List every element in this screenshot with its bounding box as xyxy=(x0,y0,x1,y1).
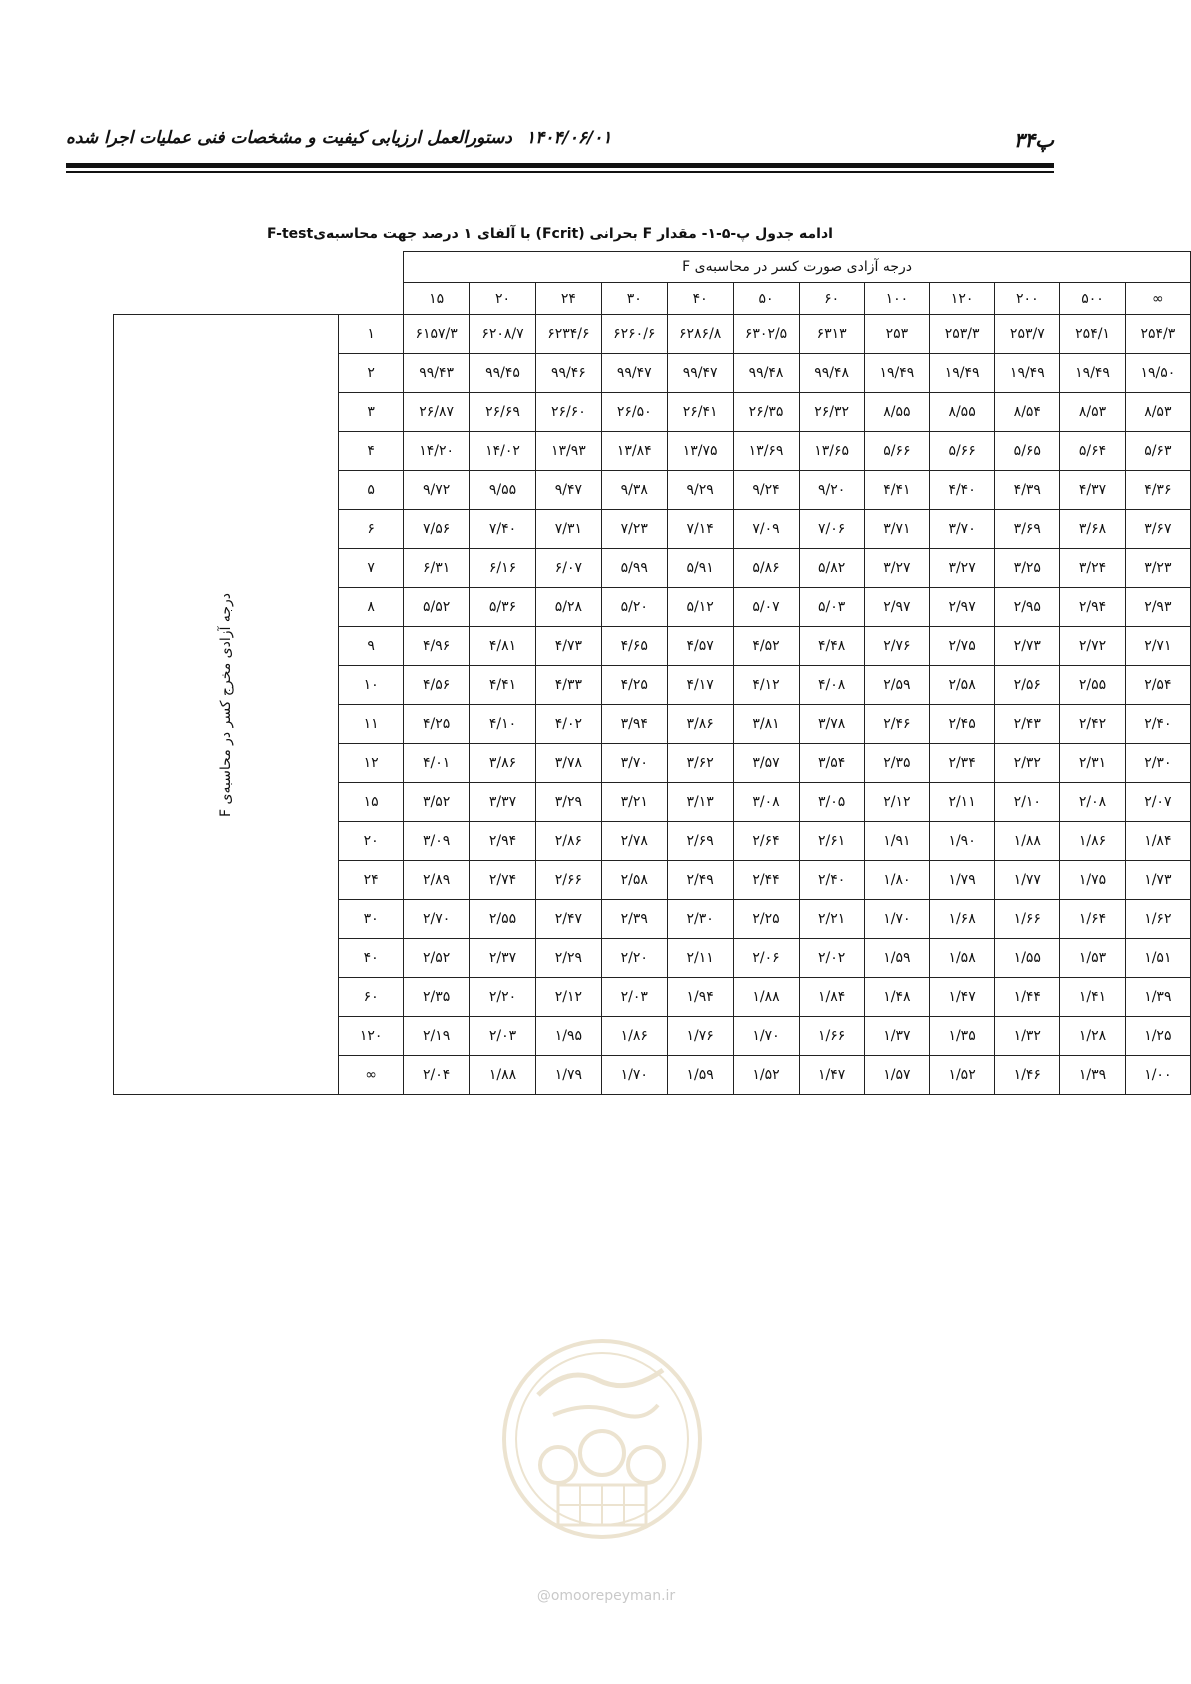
row-header-df: ۱۱ xyxy=(339,705,404,744)
f-value-cell: ۳/۲۴ xyxy=(1060,549,1125,588)
f-value-cell: ۷/۲۳ xyxy=(601,510,667,549)
f-value-cell: ۳/۶۲ xyxy=(667,744,733,783)
f-value-cell: ۴/۳۳ xyxy=(535,666,601,705)
f-value-cell: ۱/۶۶ xyxy=(995,900,1060,939)
table-header-row-1 xyxy=(114,252,1191,283)
f-value-cell: ۴/۵۲ xyxy=(733,627,799,666)
f-value-cell: ۸/۵۵ xyxy=(929,393,994,432)
f-value-cell: ۳/۲۳ xyxy=(1125,549,1190,588)
row-header-df: ۴۰ xyxy=(339,939,404,978)
f-value-cell: ۴/۸۱ xyxy=(470,627,536,666)
f-value-cell: ۱/۸۸ xyxy=(470,1056,536,1095)
f-value-cell: ۲۶/۳۲ xyxy=(799,393,864,432)
column-header-df: ۵۰ xyxy=(733,283,799,315)
column-header-df: ۱۵ xyxy=(404,283,470,315)
f-value-cell: ۲/۰۷ xyxy=(1125,783,1190,822)
row-header-df: ۲۴ xyxy=(339,861,404,900)
row-header-df: ۲۰ xyxy=(339,822,404,861)
f-value-cell: ۲/۷۱ xyxy=(1125,627,1190,666)
f-value-cell: ۴/۲۵ xyxy=(404,705,470,744)
f-value-cell: ۲/۷۳ xyxy=(995,627,1060,666)
f-value-cell: ۴/۰۱ xyxy=(404,744,470,783)
f-value-cell: ۷/۵۶ xyxy=(404,510,470,549)
f-value-cell: ۵/۲۸ xyxy=(535,588,601,627)
f-value-cell: ۴/۳۶ xyxy=(1125,471,1190,510)
row-header-df: ۴ xyxy=(339,432,404,471)
f-value-cell: ۲/۷۵ xyxy=(929,627,994,666)
f-value-cell: ۶۳۱۳ xyxy=(799,315,864,354)
f-value-cell: ۱/۷۵ xyxy=(1060,861,1125,900)
f-value-cell: ۲/۵۵ xyxy=(470,900,536,939)
f-value-cell: ۳/۵۴ xyxy=(799,744,864,783)
f-value-cell: ۲/۶۶ xyxy=(535,861,601,900)
f-value-cell: ۱۴/۲۰ xyxy=(404,432,470,471)
f-value-cell: ۲۶/۶۰ xyxy=(535,393,601,432)
f-value-cell: ۱/۵۳ xyxy=(1060,939,1125,978)
f-value-cell: ۲/۲۰ xyxy=(601,939,667,978)
f-value-cell: ۱/۴۷ xyxy=(929,978,994,1017)
f-value-cell: ۳/۰۹ xyxy=(404,822,470,861)
f-value-cell: ۱/۹۱ xyxy=(864,822,929,861)
f-value-cell: ۵/۲۰ xyxy=(601,588,667,627)
f-value-cell: ۲/۴۵ xyxy=(929,705,994,744)
f-value-cell: ۲۵۴/۱ xyxy=(1060,315,1125,354)
f-value-cell: ۲/۲۵ xyxy=(733,900,799,939)
row-header-df: ∞ xyxy=(339,1056,404,1095)
f-value-cell: ۲/۳۰ xyxy=(1125,744,1190,783)
f-value-cell: ۴/۴۱ xyxy=(864,471,929,510)
f-value-cell: ۲/۱۰ xyxy=(995,783,1060,822)
f-value-cell: ۱۹/۴۹ xyxy=(864,354,929,393)
f-value-cell: ۲/۶۹ xyxy=(667,822,733,861)
f-value-cell: ۹/۷۲ xyxy=(404,471,470,510)
row-header-df: ۹ xyxy=(339,627,404,666)
f-value-cell: ۲/۵۸ xyxy=(929,666,994,705)
row-header-df: ۶۰ xyxy=(339,978,404,1017)
f-value-cell: ۱۹/۵۰ xyxy=(1125,354,1190,393)
f-value-cell: ۵/۵۲ xyxy=(404,588,470,627)
f-value-cell: ۲/۴۰ xyxy=(1125,705,1190,744)
f-value-cell: ۹/۳۸ xyxy=(601,471,667,510)
f-value-cell: ۹۹/۴۷ xyxy=(667,354,733,393)
f-value-cell: ۱/۵۲ xyxy=(733,1056,799,1095)
f-value-cell: ۶۲۸۶/۸ xyxy=(667,315,733,354)
f-value-cell: ۳/۲۵ xyxy=(995,549,1060,588)
f-value-cell: ۹۹/۴۳ xyxy=(404,354,470,393)
f-value-cell: ۳/۲۷ xyxy=(929,549,994,588)
f-value-cell: ۲۶/۳۵ xyxy=(733,393,799,432)
f-value-cell: ۲/۰۸ xyxy=(1060,783,1125,822)
f-value-cell: ۲/۶۱ xyxy=(799,822,864,861)
row-header-df: ۷ xyxy=(339,549,404,588)
f-value-cell: ۲/۳۲ xyxy=(995,744,1060,783)
f-value-cell: ۲/۹۴ xyxy=(1060,588,1125,627)
f-value-cell: ۳/۵۷ xyxy=(733,744,799,783)
f-value-cell: ۱/۸۶ xyxy=(601,1017,667,1056)
f-value-cell: ۳/۶۸ xyxy=(1060,510,1125,549)
f-value-cell: ۳/۶۹ xyxy=(995,510,1060,549)
column-header-df: ۳۰ xyxy=(601,283,667,315)
f-value-cell: ۲/۴۴ xyxy=(733,861,799,900)
f-value-cell: ۲/۹۵ xyxy=(995,588,1060,627)
f-value-cell: ۴/۵۷ xyxy=(667,627,733,666)
row-header-df: ۳۰ xyxy=(339,900,404,939)
f-value-cell: ۲/۱۹ xyxy=(404,1017,470,1056)
f-value-cell: ۱/۷۹ xyxy=(929,861,994,900)
f-value-cell: ۵/۹۹ xyxy=(601,549,667,588)
f-value-cell: ۱/۷۰ xyxy=(864,900,929,939)
f-value-cell: ۶۳۰۲/۵ xyxy=(733,315,799,354)
f-value-cell: ۵/۶۶ xyxy=(864,432,929,471)
f-value-cell: ۵/۶۶ xyxy=(929,432,994,471)
f-value-cell: ۱/۷۰ xyxy=(733,1017,799,1056)
column-header-df: ۲۰۰ xyxy=(995,283,1060,315)
f-value-cell: ۴/۶۵ xyxy=(601,627,667,666)
f-value-cell: ۸/۵۴ xyxy=(995,393,1060,432)
f-value-cell: ۹/۴۷ xyxy=(535,471,601,510)
f-value-cell: ۴/۴۰ xyxy=(929,471,994,510)
f-value-cell: ۵/۳۶ xyxy=(470,588,536,627)
f-value-cell: ۶/۳۱ xyxy=(404,549,470,588)
column-header-df: ۴۰ xyxy=(667,283,733,315)
f-value-cell: ۱/۵۷ xyxy=(864,1056,929,1095)
column-header-df: ۱۲۰ xyxy=(929,283,994,315)
f-value-cell: ۱/۷۶ xyxy=(667,1017,733,1056)
blank-corner xyxy=(339,283,404,315)
f-value-cell: ۲/۵۴ xyxy=(1125,666,1190,705)
f-value-cell: ۱۹/۴۹ xyxy=(995,354,1060,393)
table-caption: ادامه جدول پ-۵-۱- مقدار F بحرانی (Fcrit) با آلفای ۱ درصد جهت محاسبه‌یF-test xyxy=(267,226,833,242)
f-value-cell: ۵/۸۲ xyxy=(799,549,864,588)
f-value-cell: ۲/۰۲ xyxy=(799,939,864,978)
row-header-df: ۸ xyxy=(339,588,404,627)
f-value-cell: ۱/۷۷ xyxy=(995,861,1060,900)
f-value-cell: ۳/۲۷ xyxy=(864,549,929,588)
row-header-df: ۱۰ xyxy=(339,666,404,705)
f-value-cell: ۲/۹۷ xyxy=(864,588,929,627)
f-value-cell: ۶۲۶۰/۶ xyxy=(601,315,667,354)
f-value-cell: ۲/۰۳ xyxy=(601,978,667,1017)
f-value-cell: ۳/۷۸ xyxy=(799,705,864,744)
f-value-cell: ۲۶/۵۰ xyxy=(601,393,667,432)
f-value-cell: ۱۳/۷۵ xyxy=(667,432,733,471)
blank-corner xyxy=(114,252,339,283)
f-value-cell: ۵/۰۳ xyxy=(799,588,864,627)
f-value-cell: ۴/۱۷ xyxy=(667,666,733,705)
column-header-df: ۲۴ xyxy=(535,283,601,315)
f-value-cell: ۵/۱۲ xyxy=(667,588,733,627)
f-value-cell: ۹/۲۴ xyxy=(733,471,799,510)
f-value-cell: ۱/۵۹ xyxy=(864,939,929,978)
f-value-cell: ۱/۷۹ xyxy=(535,1056,601,1095)
f-value-cell: ۲/۱۱ xyxy=(667,939,733,978)
f-value-cell: ۲/۸۹ xyxy=(404,861,470,900)
f-value-cell: ۲/۷۲ xyxy=(1060,627,1125,666)
f-value-cell: ۱/۵۹ xyxy=(667,1056,733,1095)
f-value-cell: ۹/۲۰ xyxy=(799,471,864,510)
f-value-cell: ۹/۵۵ xyxy=(470,471,536,510)
f-value-cell: ۴/۱۰ xyxy=(470,705,536,744)
f-value-cell: ۴/۰۸ xyxy=(799,666,864,705)
f-value-cell: ۸/۵۵ xyxy=(864,393,929,432)
f-value-cell: ۲/۳۴ xyxy=(929,744,994,783)
f-value-cell: ۶۱۵۷/۳ xyxy=(404,315,470,354)
f-value-cell: ۱۳/۶۵ xyxy=(799,432,864,471)
f-value-cell: ۲/۲۹ xyxy=(535,939,601,978)
f-value-cell: ۱۳/۸۴ xyxy=(601,432,667,471)
f-value-cell: ۴/۳۷ xyxy=(1060,471,1125,510)
f-value-cell: ۳/۳۷ xyxy=(470,783,536,822)
f-value-cell: ۸/۵۳ xyxy=(1060,393,1125,432)
row-header-df: ۲ xyxy=(339,354,404,393)
f-value-cell: ۲/۲۰ xyxy=(470,978,536,1017)
f-value-cell: ۲/۵۶ xyxy=(995,666,1060,705)
f-value-cell: ۲/۴۹ xyxy=(667,861,733,900)
f-value-cell: ۱/۷۰ xyxy=(601,1056,667,1095)
f-value-cell: ۲/۳۹ xyxy=(601,900,667,939)
f-value-cell: ۷/۰۹ xyxy=(733,510,799,549)
f-value-cell: ۳/۸۶ xyxy=(470,744,536,783)
f-value-cell: ۲/۳۰ xyxy=(667,900,733,939)
numerator-df-title: درجه آزادی صورت کسر در محاسبه‌ی F xyxy=(404,252,1191,283)
f-value-cell: ۲/۳۷ xyxy=(470,939,536,978)
f-value-cell: ۱۳/۶۹ xyxy=(733,432,799,471)
f-value-cell: ۲/۳۵ xyxy=(404,978,470,1017)
f-value-cell: ۳/۹۴ xyxy=(601,705,667,744)
f-value-cell: ۱/۶۲ xyxy=(1125,900,1190,939)
document-title: دستورالعمل ارزیابی کیفیت و مشخصات فنی عملیات اجرا شده xyxy=(66,128,512,148)
f-value-cell: ۲/۰۳ xyxy=(470,1017,536,1056)
f-value-cell: ۴/۵۶ xyxy=(404,666,470,705)
f-value-cell: ۱/۵۲ xyxy=(929,1056,994,1095)
f-value-cell: ۵/۶۵ xyxy=(995,432,1060,471)
f-value-cell: ۲/۴۶ xyxy=(864,705,929,744)
f-value-cell: ۹۹/۴۸ xyxy=(733,354,799,393)
f-value-cell: ۱/۰۰ xyxy=(1125,1056,1190,1095)
f-value-cell: ۲/۷۰ xyxy=(404,900,470,939)
f-value-cell: ۲۵۳/۳ xyxy=(929,315,994,354)
f-value-cell: ۳/۷۰ xyxy=(929,510,994,549)
page-header xyxy=(66,128,1054,168)
f-value-cell: ۲/۵۸ xyxy=(601,861,667,900)
f-value-cell: ۳/۱۳ xyxy=(667,783,733,822)
f-value-cell: ۳/۶۷ xyxy=(1125,510,1190,549)
f-value-cell: ۹۹/۴۸ xyxy=(799,354,864,393)
f-value-cell: ۱/۸۸ xyxy=(733,978,799,1017)
f-value-cell: ۵/۰۷ xyxy=(733,588,799,627)
f-value-cell: ۳/۲۱ xyxy=(601,783,667,822)
f-value-cell: ۲/۴۷ xyxy=(535,900,601,939)
denominator-df-title-cell xyxy=(114,315,339,1095)
f-value-cell: ۲/۱۲ xyxy=(864,783,929,822)
f-value-cell: ۱/۴۴ xyxy=(995,978,1060,1017)
f-value-cell: ۱/۸۴ xyxy=(1125,822,1190,861)
table-header-row-2 xyxy=(114,283,1191,315)
header-rule-thin xyxy=(66,171,1054,173)
f-value-cell: ۷/۰۶ xyxy=(799,510,864,549)
column-header-df: ۱۰۰ xyxy=(864,283,929,315)
blank-corner xyxy=(339,252,404,283)
watermark-url: @omoorepeyman.ir xyxy=(536,1588,676,1604)
f-value-cell: ۶۲۳۴/۶ xyxy=(535,315,601,354)
f-value-cell: ۲/۵۹ xyxy=(864,666,929,705)
f-value-cell: ۲/۳۵ xyxy=(864,744,929,783)
f-value-cell: ۷/۱۴ xyxy=(667,510,733,549)
f-value-cell: ۲۶/۸۷ xyxy=(404,393,470,432)
header-date: ۱۴۰۴/۰۶/۰۱ xyxy=(526,128,612,148)
f-value-cell: ۱/۴۷ xyxy=(799,1056,864,1095)
column-header-df: ۶۰ xyxy=(799,283,864,315)
f-value-cell: ۸/۵۳ xyxy=(1125,393,1190,432)
f-value-cell: ۲/۸۶ xyxy=(535,822,601,861)
f-value-cell: ۴/۳۹ xyxy=(995,471,1060,510)
f-value-cell: ۵/۸۶ xyxy=(733,549,799,588)
f-value-cell: ۳/۰۸ xyxy=(733,783,799,822)
f-value-cell: ۳/۷۱ xyxy=(864,510,929,549)
column-header-df: ∞ xyxy=(1125,283,1190,315)
f-value-cell: ۹۹/۴۵ xyxy=(470,354,536,393)
f-value-cell: ۴/۲۵ xyxy=(601,666,667,705)
f-value-cell: ۵/۶۴ xyxy=(1060,432,1125,471)
f-value-cell: ۱/۳۲ xyxy=(995,1017,1060,1056)
f-value-cell: ۲/۶۴ xyxy=(733,822,799,861)
f-value-cell: ۱/۴۱ xyxy=(1060,978,1125,1017)
f-value-cell: ۳/۲۹ xyxy=(535,783,601,822)
f-value-cell: ۴/۴۸ xyxy=(799,627,864,666)
f-value-cell: ۱۹/۴۹ xyxy=(1060,354,1125,393)
f-value-cell: ۵/۹۱ xyxy=(667,549,733,588)
f-value-cell: ۲/۰۶ xyxy=(733,939,799,978)
f-value-cell: ۱/۵۱ xyxy=(1125,939,1190,978)
f-value-cell: ۲/۷۴ xyxy=(470,861,536,900)
f-value-cell: ۱/۳۷ xyxy=(864,1017,929,1056)
f-value-cell: ۳/۷۸ xyxy=(535,744,601,783)
f-value-cell: ۲۵۴/۳ xyxy=(1125,315,1190,354)
f-value-cell: ۱/۸۶ xyxy=(1060,822,1125,861)
f-value-cell: ۱/۴۶ xyxy=(995,1056,1060,1095)
denominator-df-title: درجه آزادی مخرج کسر در محاسبه‌ی F xyxy=(218,592,235,817)
f-value-cell: ۲/۴۳ xyxy=(995,705,1060,744)
page-number: پ۳۴ xyxy=(1013,128,1054,152)
f-value-cell: ۱/۶۸ xyxy=(929,900,994,939)
f-value-cell: ۲۵۳/۷ xyxy=(995,315,1060,354)
f-value-cell: ۴/۱۲ xyxy=(733,666,799,705)
f-value-cell: ۲/۵۲ xyxy=(404,939,470,978)
f-value-cell: ۶۲۰۸/۷ xyxy=(470,315,536,354)
f-value-cell: ۱/۹۰ xyxy=(929,822,994,861)
f-value-cell: ۱/۵۸ xyxy=(929,939,994,978)
row-header-df: ۱۵ xyxy=(339,783,404,822)
f-value-cell: ۳/۵۲ xyxy=(404,783,470,822)
f-value-cell: ۴/۷۳ xyxy=(535,627,601,666)
f-value-cell: ۱/۶۴ xyxy=(1060,900,1125,939)
omoore-peyman-logo-watermark xyxy=(498,1335,706,1585)
f-value-cell: ۵/۶۳ xyxy=(1125,432,1190,471)
f-value-cell: ۲/۴۰ xyxy=(799,861,864,900)
f-value-cell: ۱/۵۵ xyxy=(995,939,1060,978)
f-value-cell: ۱/۲۵ xyxy=(1125,1017,1190,1056)
f-value-cell: ۷/۳۱ xyxy=(535,510,601,549)
f-value-cell: ۱۴/۰۲ xyxy=(470,432,536,471)
row-header-df: ۱ xyxy=(339,315,404,354)
f-value-cell: ۴/۰۲ xyxy=(535,705,601,744)
f-value-cell: ۲/۲۱ xyxy=(799,900,864,939)
f-value-cell: ۱/۸۰ xyxy=(864,861,929,900)
row-header-df: ۵ xyxy=(339,471,404,510)
f-value-cell: ۳/۸۱ xyxy=(733,705,799,744)
f-value-cell: ۲/۹۷ xyxy=(929,588,994,627)
f-value-cell: ۹۹/۴۷ xyxy=(601,354,667,393)
f-value-cell: ۲/۷۸ xyxy=(601,822,667,861)
header-rule-thick xyxy=(66,163,1054,168)
f-value-cell: ۲/۹۳ xyxy=(1125,588,1190,627)
f-value-cell: ۱/۳۵ xyxy=(929,1017,994,1056)
f-value-cell: ۲/۵۵ xyxy=(1060,666,1125,705)
f-value-cell: ۲/۴۲ xyxy=(1060,705,1125,744)
f-value-cell: ۱۹/۴۹ xyxy=(929,354,994,393)
column-header-df: ۲۰ xyxy=(470,283,536,315)
f-value-cell: ۲/۱۲ xyxy=(535,978,601,1017)
f-value-cell: ۱/۸۸ xyxy=(995,822,1060,861)
f-value-cell: ۹۹/۴۶ xyxy=(535,354,601,393)
table-row xyxy=(114,315,1191,354)
f-value-cell: ۲/۳۱ xyxy=(1060,744,1125,783)
f-value-cell: ۱/۲۸ xyxy=(1060,1017,1125,1056)
f-value-cell: ۱/۴۸ xyxy=(864,978,929,1017)
f-value-cell: ۲/۷۶ xyxy=(864,627,929,666)
row-header-df: ۱۲ xyxy=(339,744,404,783)
f-critical-table xyxy=(113,251,1191,1095)
f-value-cell: ۱/۳۹ xyxy=(1125,978,1190,1017)
f-value-cell: ۶/۱۶ xyxy=(470,549,536,588)
f-value-cell: ۳/۰۵ xyxy=(799,783,864,822)
f-value-cell: ۱۳/۹۳ xyxy=(535,432,601,471)
f-value-cell: ۶/۰۷ xyxy=(535,549,601,588)
f-value-cell: ۷/۴۰ xyxy=(470,510,536,549)
f-value-cell: ۲/۰۴ xyxy=(404,1056,470,1095)
column-header-df: ۵۰۰ xyxy=(1060,283,1125,315)
f-value-cell: ۱/۶۶ xyxy=(799,1017,864,1056)
f-value-cell: ۱/۳۹ xyxy=(1060,1056,1125,1095)
f-value-cell: ۲/۹۴ xyxy=(470,822,536,861)
f-value-cell: ۴/۴۱ xyxy=(470,666,536,705)
f-value-cell: ۳/۸۶ xyxy=(667,705,733,744)
f-value-cell: ۱/۸۴ xyxy=(799,978,864,1017)
f-value-cell: ۴/۹۶ xyxy=(404,627,470,666)
row-header-df: ۱۲۰ xyxy=(339,1017,404,1056)
f-value-cell: ۳/۷۰ xyxy=(601,744,667,783)
f-value-cell: ۲۶/۴۱ xyxy=(667,393,733,432)
f-value-cell: ۲/۱۱ xyxy=(929,783,994,822)
f-value-cell: ۱/۹۵ xyxy=(535,1017,601,1056)
f-value-cell: ۲۶/۶۹ xyxy=(470,393,536,432)
row-header-df: ۶ xyxy=(339,510,404,549)
row-header-df: ۳ xyxy=(339,393,404,432)
f-value-cell: ۱/۹۴ xyxy=(667,978,733,1017)
blank-corner xyxy=(114,283,339,315)
f-value-cell: ۹/۲۹ xyxy=(667,471,733,510)
f-value-cell: ۱/۷۳ xyxy=(1125,861,1190,900)
f-value-cell: ۲۵۳ xyxy=(864,315,929,354)
